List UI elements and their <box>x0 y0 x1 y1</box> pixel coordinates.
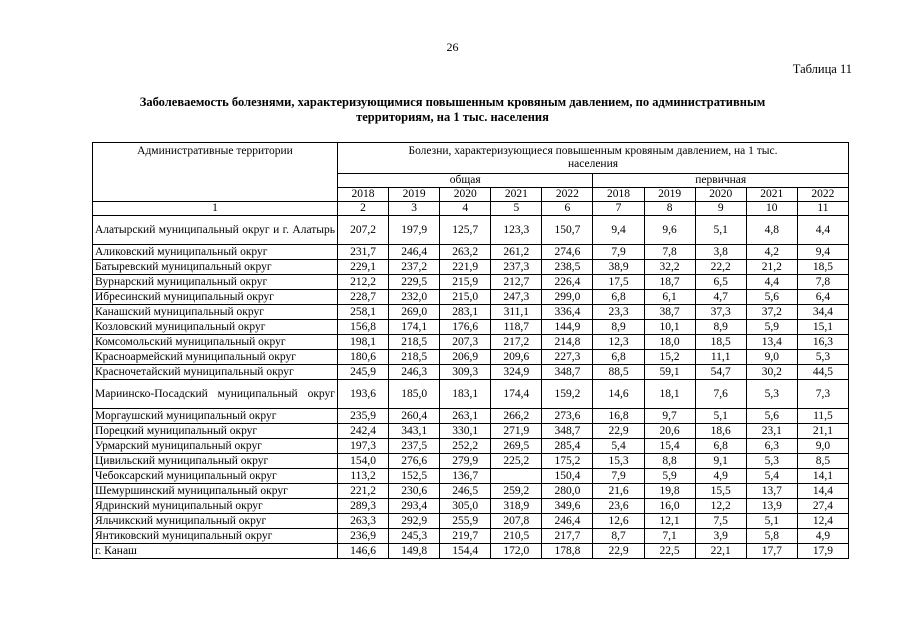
total-value: 246,3 <box>389 365 440 380</box>
total-value: 212,7 <box>491 275 542 290</box>
primary-value: 22,1 <box>695 544 746 559</box>
table-row <box>93 320 849 335</box>
primary-value: 9,7 <box>644 409 695 424</box>
total-value: 299,0 <box>542 290 593 305</box>
primary-value: 15,1 <box>797 320 848 335</box>
total-value: 180,6 <box>338 350 389 365</box>
primary-value: 37,2 <box>746 305 797 320</box>
primary-value: 5,8 <box>746 529 797 544</box>
primary-value: 44,5 <box>797 365 848 380</box>
table-row <box>93 424 849 439</box>
total-value: 305,0 <box>440 499 491 514</box>
total-value: 150,4 <box>542 469 593 484</box>
total-value: 263,1 <box>440 409 491 424</box>
primary-value: 7,1 <box>644 529 695 544</box>
total-value: 136,7 <box>440 469 491 484</box>
primary-value: 6,8 <box>593 350 644 365</box>
primary-value: 7,9 <box>593 469 644 484</box>
primary-value: 4,7 <box>695 290 746 305</box>
total-value: 217,2 <box>491 335 542 350</box>
primary-value: 88,5 <box>593 365 644 380</box>
table-row <box>93 350 849 365</box>
territory-name: Вурнарский муниципальный округ <box>93 275 338 290</box>
primary-value: 3,8 <box>695 245 746 260</box>
primary-value: 38,9 <box>593 260 644 275</box>
total-value: 232,0 <box>389 290 440 305</box>
total-value: 215,0 <box>440 290 491 305</box>
total-value: 238,5 <box>542 260 593 275</box>
year-header: 2020 <box>440 188 491 202</box>
primary-value: 9,0 <box>746 350 797 365</box>
total-value: 226,4 <box>542 275 593 290</box>
primary-value: 5,3 <box>746 380 797 409</box>
primary-value: 10,1 <box>644 320 695 335</box>
total-value: 309,3 <box>440 365 491 380</box>
primary-value: 18,7 <box>644 275 695 290</box>
primary-value: 21,2 <box>746 260 797 275</box>
primary-value: 22,5 <box>644 544 695 559</box>
year-header: 2018 <box>593 188 644 202</box>
total-value: 324,9 <box>491 365 542 380</box>
year-header: 2021 <box>491 188 542 202</box>
territory-name: Мариинско-Посадский муниципальный округ <box>93 380 338 409</box>
territory-name: Моргаушский муниципальный округ <box>93 409 338 424</box>
year-header: 2022 <box>542 188 593 202</box>
primary-value: 8,7 <box>593 529 644 544</box>
total-value: 118,7 <box>491 320 542 335</box>
primary-value: 6,4 <box>797 290 848 305</box>
table-title-line-2: территориям, на 1 тыс. населения <box>356 110 549 124</box>
total-value: 209,6 <box>491 350 542 365</box>
total-value: 292,9 <box>389 514 440 529</box>
territory-name: Чебоксарский муниципальный округ <box>93 469 338 484</box>
primary-value: 5,9 <box>746 320 797 335</box>
total-value: 343,1 <box>389 424 440 439</box>
total-value: 231,7 <box>338 245 389 260</box>
total-value: 246,4 <box>542 514 593 529</box>
table-row <box>93 439 849 454</box>
territory-name: Батыревский муниципальный округ <box>93 260 338 275</box>
total-value: 193,6 <box>338 380 389 409</box>
primary-value: 4,4 <box>797 216 848 245</box>
primary-value: 12,6 <box>593 514 644 529</box>
total-value: 279,9 <box>440 454 491 469</box>
table-row <box>93 260 849 275</box>
primary-value: 16,8 <box>593 409 644 424</box>
primary-value: 7,3 <box>797 380 848 409</box>
total-value: 113,2 <box>338 469 389 484</box>
column-number: 1 <box>93 202 338 216</box>
total-value: 229,5 <box>389 275 440 290</box>
primary-value: 34,4 <box>797 305 848 320</box>
total-value: 221,2 <box>338 484 389 499</box>
primary-value: 5,1 <box>695 216 746 245</box>
primary-value: 5,4 <box>746 469 797 484</box>
total-value: 230,6 <box>389 484 440 499</box>
table-title <box>100 95 805 125</box>
primary-value: 4,9 <box>695 469 746 484</box>
primary-value: 18,5 <box>797 260 848 275</box>
table-row <box>93 454 849 469</box>
territory-name: Ядринский муниципальный округ <box>93 499 338 514</box>
primary-value: 3,9 <box>695 529 746 544</box>
table-row <box>93 484 849 499</box>
primary-value: 17,9 <box>797 544 848 559</box>
primary-value: 6,1 <box>644 290 695 305</box>
primary-value: 21,1 <box>797 424 848 439</box>
primary-value: 14,6 <box>593 380 644 409</box>
total-value: 154,0 <box>338 454 389 469</box>
primary-value: 27,4 <box>797 499 848 514</box>
primary-value: 5,1 <box>695 409 746 424</box>
primary-value: 12,2 <box>695 499 746 514</box>
primary-value: 7,8 <box>644 245 695 260</box>
total-value: 183,1 <box>440 380 491 409</box>
header-diseases: Болезни, характеризующиеся повышенным кровяным давлением, на 1 тыс. населения <box>338 143 849 174</box>
primary-value: 5,1 <box>746 514 797 529</box>
total-value: 269,5 <box>491 439 542 454</box>
total-value: 273,6 <box>542 409 593 424</box>
column-number: 5 <box>491 202 542 216</box>
total-value: 214,8 <box>542 335 593 350</box>
column-number: 6 <box>542 202 593 216</box>
table-row <box>93 365 849 380</box>
territory-name: Алатырский муниципальный округ и г. Алатырь <box>93 216 338 245</box>
primary-value: 13,7 <box>746 484 797 499</box>
total-value: 236,9 <box>338 529 389 544</box>
primary-value: 18,1 <box>644 380 695 409</box>
header-territories: Административные территории <box>93 143 338 202</box>
primary-value: 8,8 <box>644 454 695 469</box>
table-row <box>93 245 849 260</box>
territory-name: Комсомольский муниципальный округ <box>93 335 338 350</box>
total-value: 159,2 <box>542 380 593 409</box>
primary-value: 5,4 <box>593 439 644 454</box>
territory-name: Канашский муниципальный округ <box>93 305 338 320</box>
total-value <box>491 469 542 484</box>
territory-name: Цивильский муниципальный округ <box>93 454 338 469</box>
total-value: 125,7 <box>440 216 491 245</box>
primary-value: 15,2 <box>644 350 695 365</box>
year-header: 2021 <box>746 188 797 202</box>
total-value: 245,9 <box>338 365 389 380</box>
primary-value: 17,7 <box>746 544 797 559</box>
total-value: 285,4 <box>542 439 593 454</box>
total-value: 197,9 <box>389 216 440 245</box>
total-value: 235,9 <box>338 409 389 424</box>
total-value: 280,0 <box>542 484 593 499</box>
total-value: 260,4 <box>389 409 440 424</box>
total-value: 221,9 <box>440 260 491 275</box>
total-value: 247,3 <box>491 290 542 305</box>
total-value: 207,8 <box>491 514 542 529</box>
total-value: 146,6 <box>338 544 389 559</box>
total-value: 174,1 <box>389 320 440 335</box>
total-value: 274,6 <box>542 245 593 260</box>
year-header: 2019 <box>389 188 440 202</box>
total-value: 175,2 <box>542 454 593 469</box>
primary-value: 16,3 <box>797 335 848 350</box>
total-value: 263,2 <box>440 245 491 260</box>
total-value: 263,3 <box>338 514 389 529</box>
primary-value: 9,4 <box>593 216 644 245</box>
table-row <box>93 499 849 514</box>
table-row <box>93 216 849 245</box>
total-value: 283,1 <box>440 305 491 320</box>
table-row <box>93 544 849 559</box>
column-number: 3 <box>389 202 440 216</box>
primary-value: 30,2 <box>746 365 797 380</box>
total-value: 185,0 <box>389 380 440 409</box>
total-value: 245,3 <box>389 529 440 544</box>
table-row <box>93 290 849 305</box>
total-value: 349,6 <box>542 499 593 514</box>
primary-value: 9,6 <box>644 216 695 245</box>
primary-value: 12,3 <box>593 335 644 350</box>
territory-name: Красночетайский муниципальный округ <box>93 365 338 380</box>
total-value: 246,5 <box>440 484 491 499</box>
primary-value: 22,2 <box>695 260 746 275</box>
total-value: 198,1 <box>338 335 389 350</box>
total-value: 293,4 <box>389 499 440 514</box>
year-header: 2019 <box>644 188 695 202</box>
primary-value: 9,0 <box>797 439 848 454</box>
total-value: 348,7 <box>542 424 593 439</box>
primary-value: 5,9 <box>644 469 695 484</box>
table-row <box>93 380 849 409</box>
total-value: 242,4 <box>338 424 389 439</box>
primary-value: 9,1 <box>695 454 746 469</box>
primary-value: 18,0 <box>644 335 695 350</box>
total-value: 219,7 <box>440 529 491 544</box>
primary-value: 5,3 <box>746 454 797 469</box>
territory-name: Ибресинский муниципальный округ <box>93 290 338 305</box>
territory-name: Яльчикский муниципальный округ <box>93 514 338 529</box>
primary-value: 23,1 <box>746 424 797 439</box>
total-value: 215,9 <box>440 275 491 290</box>
primary-value: 32,2 <box>644 260 695 275</box>
total-value: 227,3 <box>542 350 593 365</box>
table-row <box>93 469 849 484</box>
header-primary: первичная <box>593 174 849 188</box>
primary-value: 7,5 <box>695 514 746 529</box>
total-value: 207,3 <box>440 335 491 350</box>
total-value: 258,1 <box>338 305 389 320</box>
primary-value: 12,1 <box>644 514 695 529</box>
total-value: 318,9 <box>491 499 542 514</box>
primary-value: 21,6 <box>593 484 644 499</box>
primary-value: 5,6 <box>746 290 797 305</box>
primary-value: 18,5 <box>695 335 746 350</box>
territory-name: Козловский муниципальный округ <box>93 320 338 335</box>
total-value: 206,9 <box>440 350 491 365</box>
primary-value: 9,4 <box>797 245 848 260</box>
total-value: 237,2 <box>389 260 440 275</box>
territory-name: г. Канаш <box>93 544 338 559</box>
header-total: общая <box>338 174 593 188</box>
primary-value: 8,5 <box>797 454 848 469</box>
primary-value: 59,1 <box>644 365 695 380</box>
primary-value: 7,9 <box>593 245 644 260</box>
total-value: 330,1 <box>440 424 491 439</box>
total-value: 225,2 <box>491 454 542 469</box>
primary-value: 6,8 <box>593 290 644 305</box>
total-value: 269,0 <box>389 305 440 320</box>
primary-value: 6,8 <box>695 439 746 454</box>
primary-value: 18,6 <box>695 424 746 439</box>
primary-value: 15,5 <box>695 484 746 499</box>
column-number: 9 <box>695 202 746 216</box>
primary-value: 4,9 <box>797 529 848 544</box>
total-value: 271,9 <box>491 424 542 439</box>
total-value: 152,5 <box>389 469 440 484</box>
primary-value: 22,9 <box>593 544 644 559</box>
total-value: 172,0 <box>491 544 542 559</box>
territory-name: Шемуршинский муниципальный округ <box>93 484 338 499</box>
total-value: 348,7 <box>542 365 593 380</box>
total-value: 123,3 <box>491 216 542 245</box>
primary-value: 38,7 <box>644 305 695 320</box>
total-value: 252,2 <box>440 439 491 454</box>
primary-value: 16,0 <box>644 499 695 514</box>
primary-value: 20,6 <box>644 424 695 439</box>
total-value: 229,1 <box>338 260 389 275</box>
primary-value: 7,8 <box>797 275 848 290</box>
table-title-line-1: Заболеваемость болезнями, характеризующимися повышенным кровяным давлением, по административным <box>139 95 766 109</box>
territory-name: Красноармейский муниципальный округ <box>93 350 338 365</box>
primary-value: 5,3 <box>797 350 848 365</box>
table-row <box>93 335 849 350</box>
territory-name: Урмарский муниципальный округ <box>93 439 338 454</box>
primary-value: 6,5 <box>695 275 746 290</box>
primary-value: 14,4 <box>797 484 848 499</box>
year-header: 2020 <box>695 188 746 202</box>
total-value: 228,7 <box>338 290 389 305</box>
total-value: 178,8 <box>542 544 593 559</box>
primary-value: 6,3 <box>746 439 797 454</box>
incidence-table <box>92 142 849 559</box>
table-row <box>93 409 849 424</box>
total-value: 237,5 <box>389 439 440 454</box>
primary-value: 17,5 <box>593 275 644 290</box>
column-number: 7 <box>593 202 644 216</box>
total-value: 218,5 <box>389 350 440 365</box>
primary-value: 5,6 <box>746 409 797 424</box>
primary-value: 15,4 <box>644 439 695 454</box>
total-value: 210,5 <box>491 529 542 544</box>
total-value: 289,3 <box>338 499 389 514</box>
total-value: 197,3 <box>338 439 389 454</box>
primary-value: 15,3 <box>593 454 644 469</box>
primary-value: 37,3 <box>695 305 746 320</box>
total-value: 149,8 <box>389 544 440 559</box>
total-value: 237,3 <box>491 260 542 275</box>
table-row <box>93 529 849 544</box>
primary-value: 4,8 <box>746 216 797 245</box>
territory-name: Янтиковский муниципальный округ <box>93 529 338 544</box>
primary-value: 13,9 <box>746 499 797 514</box>
table-label: Таблица 11 <box>792 62 852 76</box>
column-number: 4 <box>440 202 491 216</box>
primary-value: 23,3 <box>593 305 644 320</box>
total-value: 266,2 <box>491 409 542 424</box>
column-number: 10 <box>746 202 797 216</box>
primary-value: 11,1 <box>695 350 746 365</box>
primary-value: 19,8 <box>644 484 695 499</box>
primary-value: 22,9 <box>593 424 644 439</box>
primary-value: 13,4 <box>746 335 797 350</box>
total-value: 150,7 <box>542 216 593 245</box>
primary-value: 4,2 <box>746 245 797 260</box>
year-header: 2022 <box>797 188 848 202</box>
total-value: 156,8 <box>338 320 389 335</box>
column-number: 11 <box>797 202 848 216</box>
total-value: 218,5 <box>389 335 440 350</box>
primary-value: 8,9 <box>695 320 746 335</box>
primary-value: 7,6 <box>695 380 746 409</box>
total-value: 311,1 <box>491 305 542 320</box>
total-value: 259,2 <box>491 484 542 499</box>
year-header: 2018 <box>338 188 389 202</box>
primary-value: 54,7 <box>695 365 746 380</box>
table-row <box>93 514 849 529</box>
total-value: 176,6 <box>440 320 491 335</box>
total-value: 212,2 <box>338 275 389 290</box>
total-value: 255,9 <box>440 514 491 529</box>
page-number: 26 <box>446 40 459 54</box>
primary-value: 4,4 <box>746 275 797 290</box>
primary-value: 11,5 <box>797 409 848 424</box>
total-value: 261,2 <box>491 245 542 260</box>
territory-name: Порецкий муниципальный округ <box>93 424 338 439</box>
primary-value: 12,4 <box>797 514 848 529</box>
table-row <box>93 275 849 290</box>
primary-value: 14,1 <box>797 469 848 484</box>
territory-name: Аликовский муниципальный округ <box>93 245 338 260</box>
primary-value: 8,9 <box>593 320 644 335</box>
total-value: 336,4 <box>542 305 593 320</box>
total-value: 246,4 <box>389 245 440 260</box>
total-value: 154,4 <box>440 544 491 559</box>
total-value: 207,2 <box>338 216 389 245</box>
total-value: 174,4 <box>491 380 542 409</box>
total-value: 276,6 <box>389 454 440 469</box>
total-value: 217,7 <box>542 529 593 544</box>
primary-value: 23,6 <box>593 499 644 514</box>
total-value: 144,9 <box>542 320 593 335</box>
table-row <box>93 305 849 320</box>
column-number: 8 <box>644 202 695 216</box>
column-number: 2 <box>338 202 389 216</box>
